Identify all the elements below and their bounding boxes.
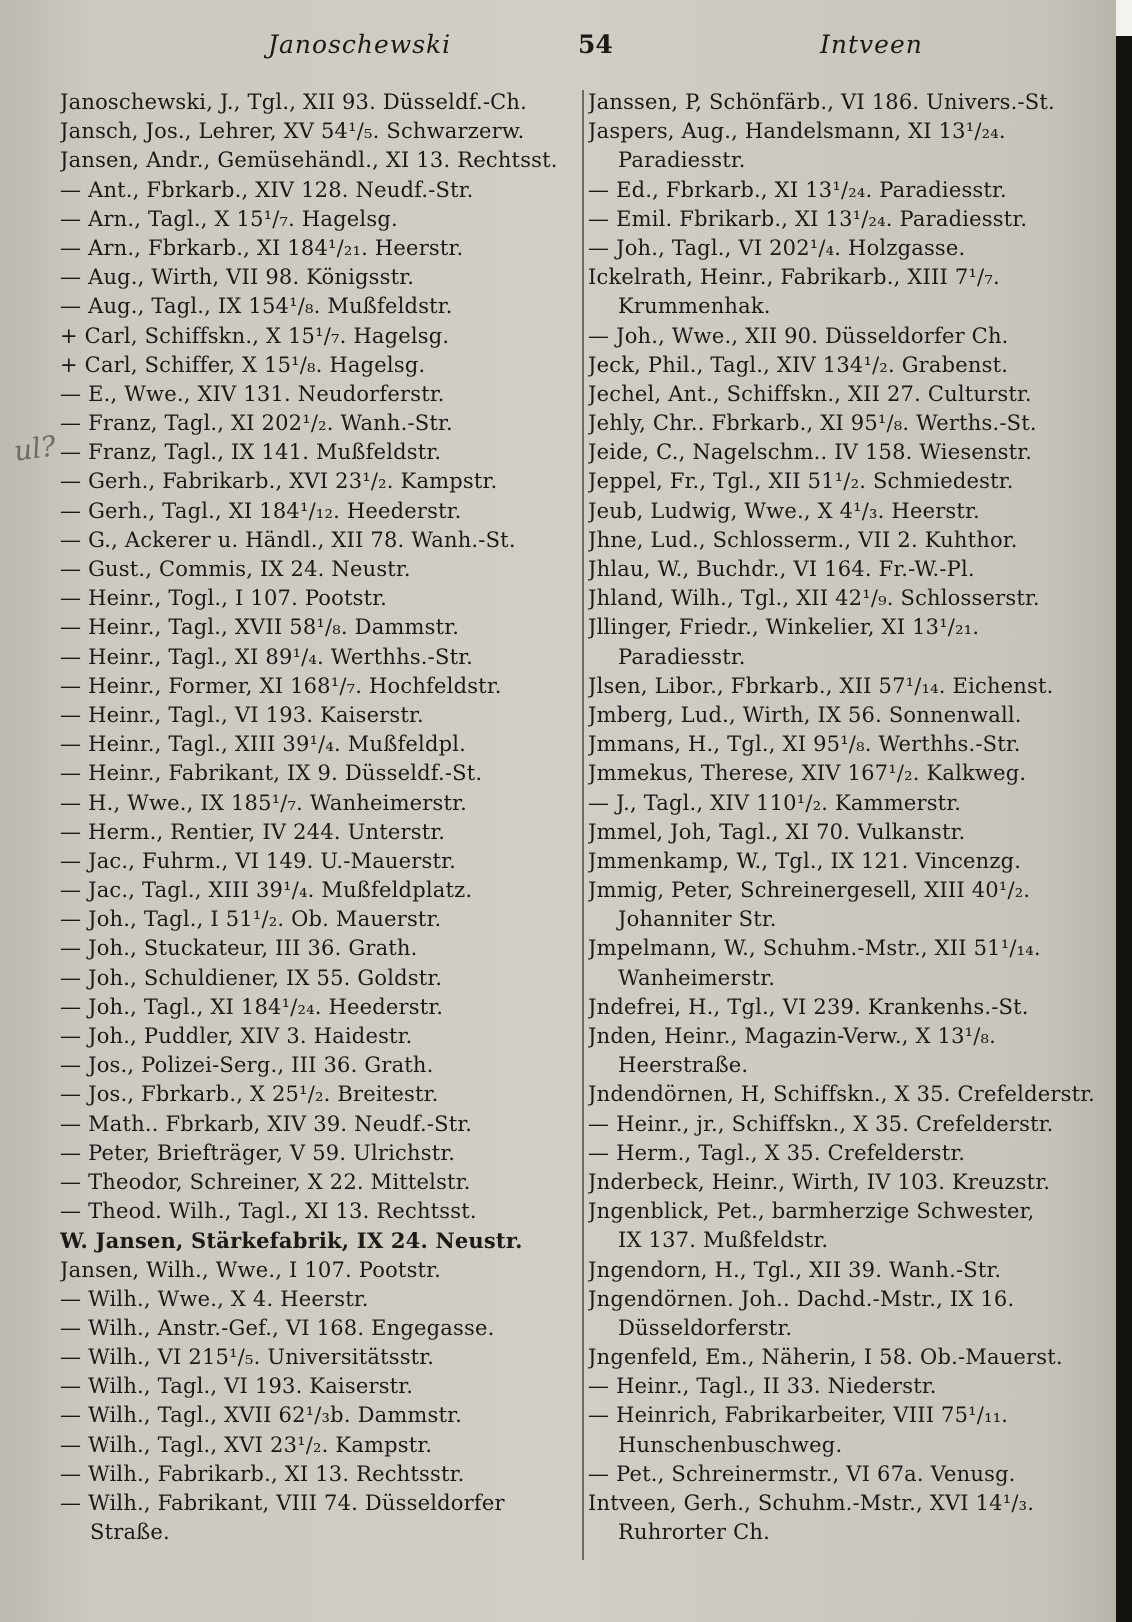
directory-entry: — Wilh., Anstr.-Gef., VI 168. Engegasse. <box>60 1315 495 1340</box>
directory-entry: Jansch, Jos., Lehrer, XV 54¹/₅. Schwarzerw. <box>60 119 525 144</box>
column-divider <box>582 90 584 1560</box>
directory-entry: — Heinr., Fabrikant, IX 9. Düsseldf.-St. <box>60 761 483 786</box>
directory-entry: — Arn., Fbrkarb., XI 184¹/₂₁. Heerstr. <box>60 235 464 260</box>
directory-entry: — Jac., Fuhrm., VI 149. U.-Mauerstr. <box>60 848 456 873</box>
directory-entry: Jehly, Chr.. Fbrkarb., XI 95¹/₈. Werths.-St. <box>588 411 1037 436</box>
directory-entry: — Aug., Wirth, VII 98. Königsstr. <box>60 265 415 290</box>
directory-entry: Jnderbeck, Heinr., Wirth, IV 103. Kreuzstr. <box>588 1169 1051 1194</box>
directory-entry: — Gerh., Fabrikarb., XVI 23¹/₂. Kampstr. <box>60 469 498 494</box>
directory-entry: — Joh., Puddler, XIV 3. Haidestr. <box>60 1024 413 1048</box>
header-right-catchword: Intveen <box>820 30 923 59</box>
directory-entry: — Math.. Fbrkarb, XIV 39. Neudf.-Str. <box>60 1111 473 1136</box>
directory-entry: Jngenfeld, Em., Näherin, I 58. Ob.-Mauerst. <box>588 1345 1063 1370</box>
directory-entry: — Herm., Tagl., X 35. Crefelderstr. <box>588 1140 966 1165</box>
directory-entry: — Joh., Tagl., XI 184¹/₂₄. Heederstr. <box>60 994 444 1019</box>
directory-entry: — Gerh., Tagl., XI 184¹/₁₂. Heederstr. <box>60 498 462 523</box>
directory-entry: Jmpelmann, W., Schuhm.-Mstr., XII 51¹/₁₄. <box>588 936 1041 961</box>
directory-entry: Jeide, C., Nagelschm.. IV 158. Wiesenstr. <box>588 440 1033 465</box>
directory-entry: Jndefrei, H., Tgl., VI 239. Krankenhs.-St. <box>588 994 1029 1019</box>
directory-entry: — Heinr., Former, XI 168¹/₇. Hochfeldstr. <box>60 673 502 698</box>
directory-entry: — Joh., Schuldiener, IX 55. Goldstr. <box>60 965 443 990</box>
directory-entry: — Jos., Fbrkarb., X 25¹/₂. Breitestr. <box>60 1082 439 1107</box>
directory-entry-continuation: Paradiesstr. <box>618 644 746 669</box>
directory-entry: — Wilh., Wwe., X 4. Heerstr. <box>60 1286 369 1311</box>
directory-entry: — Heinr., Tagl., XVII 58¹/₈. Dammstr. <box>60 615 460 640</box>
directory-entry: — Joh., Stuckateur, III 36. Grath. <box>60 936 418 961</box>
directory-entry: — Wilh., Tagl., XVII 62¹/₃b. Dammstr. <box>60 1403 462 1428</box>
directory-entry: — Heinr., Tagl., II 33. Niederstr. <box>588 1374 937 1399</box>
directory-entry: — Heinr., Tagl., XIII 39¹/₄. Mußfeldpl. <box>60 732 467 757</box>
directory-entry: Jmmekus, Therese, XIV 167¹/₂. Kalkweg. <box>588 761 1027 786</box>
directory-entry: Jngendörnen. Joh.. Dachd.-Mstr., IX 16. <box>588 1286 1015 1311</box>
directory-entry-continuation: Heerstraße. <box>618 1053 749 1078</box>
directory-entry: — Wilh., Tagl., XVI 23¹/₂. Kampstr. <box>60 1432 433 1457</box>
directory-entry: Jhland, Wilh., Tgl., XII 42¹/₉. Schlosserstr. <box>588 586 1040 611</box>
directory-entry: Jlsen, Libor., Fbrkarb., XII 57¹/₁₄. Eichenst. <box>588 673 1054 698</box>
directory-entry: Jmmig, Peter, Schreinergesell, XIII 40¹/₂. <box>588 878 1031 903</box>
directory-entry: Jmmel, Joh, Tagl., XI 70. Vulkanstr. <box>588 819 966 844</box>
directory-entry: Jeub, Ludwig, Wwe., X 4¹/₃. Heerstr. <box>588 498 980 523</box>
directory-entry: Janssen, P, Schönfärb., VI 186. Univers.-St. <box>588 90 1055 114</box>
directory-entry: — Heinr., Tagl., VI 193. Kaiserstr. <box>60 702 424 727</box>
directory-entry: W. Jansen, Stärkefabrik, IX 24. Neustr. <box>60 1228 523 1254</box>
directory-entry: — Aug., Tagl., IX 154¹/₈. Mußfeldstr. <box>60 294 453 319</box>
directory-entry: Ickelrath, Heinr., Fabrikarb., XIII 7¹/₇. <box>588 265 1000 290</box>
directory-entry: — Jos., Polizei-Serg., III 36. Grath. <box>60 1053 434 1078</box>
directory-entry: — Joh., Tagl., I 51¹/₂. Ob. Mauerstr. <box>60 907 442 932</box>
directory-entry-continuation: Düsseldorferstr. <box>618 1315 793 1340</box>
directory-entry-continuation: Straße. <box>90 1520 170 1545</box>
directory-entry-continuation: Johanniter Str. <box>618 907 777 932</box>
directory-entry: — Jac., Tagl., XIII 39¹/₄. Mußfeldplatz. <box>60 878 473 903</box>
directory-entry: Jeck, Phil., Tagl., XIV 134¹/₂. Grabenst. <box>588 352 1009 377</box>
running-header <box>0 22 1110 62</box>
directory-entry-continuation: Paradiesstr. <box>618 148 746 173</box>
directory-entry: Intveen, Gerh., Schuhm.-Mstr., XVI 14¹/₃. <box>588 1491 1035 1515</box>
directory-entry: — Peter, Briefträger, V 59. Ulrichstr. <box>60 1140 456 1165</box>
directory-entry: — Gust., Commis, IX 24. Neustr. <box>60 557 411 581</box>
directory-entry-continuation: Wanheimerstr. <box>618 965 776 990</box>
directory-entry: — Franz, Tagl., XI 202¹/₂. Wanh.-Str. <box>60 411 453 436</box>
directory-entry: — Joh., Wwe., XII 90. Düsseldorfer Ch. <box>588 323 1009 348</box>
directory-entry: — Theodor, Schreiner, X 22. Mittelstr. <box>60 1169 471 1194</box>
left-column <box>60 88 578 1547</box>
directory-entry: — Heinr., Togl., I 107. Pootstr. <box>60 586 388 611</box>
directory-entry: — H., Wwe., IX 185¹/₇. Wanheimerstr. <box>60 790 467 815</box>
directory-entry: Jmmans, H., Tgl., XI 95¹/₈. Werthhs.-Str. <box>588 732 1021 757</box>
page-edge-shadow <box>1116 0 1132 1622</box>
directory-entry: — Herm., Rentier, IV 244. Unterstr. <box>60 819 446 844</box>
directory-entry: Jansen, Wilh., Wwe., I 107. Pootstr. <box>60 1257 441 1282</box>
directory-entry: Jngendorn, H., Tgl., XII 39. Wanh.-Str. <box>588 1257 1002 1282</box>
directory-entry: Jmberg, Lud., Wirth, IX 56. Sonnenwall. <box>588 702 1022 727</box>
handwritten-margin-note: ul? <box>11 429 59 468</box>
directory-entry: — Pet., Schreinermstr., VI 67a. Venusg. <box>588 1461 1016 1486</box>
directory-entry: — Heinr., jr., Schiffskn., X 35. Crefelderstr. <box>588 1111 1054 1136</box>
directory-entry: Janoschewski, J., Tgl., XII 93. Düsseldf.-Ch. <box>60 90 528 114</box>
directory-entry: — Ed., Fbrkarb., XI 13¹/₂₄. Paradiesstr. <box>588 177 1007 202</box>
page-number: 54 <box>578 30 613 59</box>
directory-entry: Jngenblick, Pet., barmherzige Schwester, <box>588 1199 1035 1224</box>
directory-entry: — Wilh., Tagl., VI 193. Kaiserstr. <box>60 1374 414 1399</box>
directory-entry: — Theod. Wilh., Tagl., XI 13. Rechtsst. <box>60 1199 477 1224</box>
directory-entry: Jechel, Ant., Schiffskn., XII 27. Culturstr. <box>588 381 1032 406</box>
page-edge-notch <box>1116 0 1132 36</box>
directory-entry: — E., Wwe., XIV 131. Neudorferstr. <box>60 381 445 406</box>
directory-entry: — G., Ackerer u. Händl., XII 78. Wanh.-St. <box>60 527 516 552</box>
directory-entry: — Franz, Tagl., IX 141. Mußfeldstr. <box>60 440 442 465</box>
directory-entry: — Wilh., VI 215¹/₅. Universitätsstr. <box>60 1345 435 1370</box>
directory-entry: Jansen, Andr., Gemüsehändl., XI 13. Rechtsst. <box>60 148 558 173</box>
directory-entry: — Heinrich, Fabrikarbeiter, VIII 75¹/₁₁. <box>588 1403 1009 1428</box>
directory-entry-continuation: IX 137. Mußfeldstr. <box>618 1228 829 1253</box>
directory-entry: Jhne, Lud., Schlosserm., VII 2. Kuhthor. <box>588 527 1018 552</box>
directory-entry: + Carl, Schiffer, X 15¹/₈. Hagelsg. <box>60 352 426 377</box>
directory-entry: — Wilh., Fabrikant, VIII 74. Düsseldorfer <box>60 1491 505 1515</box>
directory-entry: Jeppel, Fr., Tgl., XII 51¹/₂. Schmiedestr. <box>588 469 1014 494</box>
directory-entry: — Wilh., Fabrikarb., XI 13. Rechtsstr. <box>60 1461 465 1486</box>
directory-entry: Jllinger, Friedr., Winkelier, XI 13¹/₂₁. <box>588 615 980 640</box>
directory-entry: + Carl, Schiffskn., X 15¹/₇. Hagelsg. <box>60 323 450 348</box>
directory-entry: — Arn., Tagl., X 15¹/₇. Hagelsg. <box>60 206 398 231</box>
directory-entry-continuation: Krummenhak. <box>618 294 771 319</box>
directory-entry: — Emil. Fbrikarb., XI 13¹/₂₄. Paradiesstr. <box>588 206 1028 231</box>
directory-entry: — Heinr., Tagl., XI 89¹/₄. Werthhs.-Str. <box>60 644 474 669</box>
right-column <box>588 88 1098 1547</box>
directory-entry-continuation: Hunschenbuschweg. <box>618 1432 843 1457</box>
directory-entry: Jmmenkamp, W., Tgl., IX 121. Vincenzg. <box>588 848 1022 873</box>
directory-entry-continuation: Ruhrorter Ch. <box>618 1520 771 1545</box>
header-left-catchword: Janoschewski <box>268 30 452 59</box>
directory-entry: Jaspers, Aug., Handelsmann, XI 13¹/₂₄. <box>588 119 1006 144</box>
directory-entry: Jhlau, W., Buchdr., VI 164. Fr.-W.-Pl. <box>588 557 975 581</box>
directory-entry: Jndendörnen, H, Schiffskn., X 35. Crefelderstr. <box>588 1082 1096 1107</box>
directory-entry: — Ant., Fbrkarb., XIV 128. Neudf.-Str. <box>60 177 474 202</box>
directory-entry: — J., Tagl., XIV 110¹/₂. Kammerstr. <box>588 790 962 815</box>
directory-entry: — Joh., Tagl., VI 202¹/₄. Holzgasse. <box>588 235 966 260</box>
directory-entry: Jnden, Heinr., Magazin-Verw., X 13¹/₈. <box>588 1024 997 1048</box>
